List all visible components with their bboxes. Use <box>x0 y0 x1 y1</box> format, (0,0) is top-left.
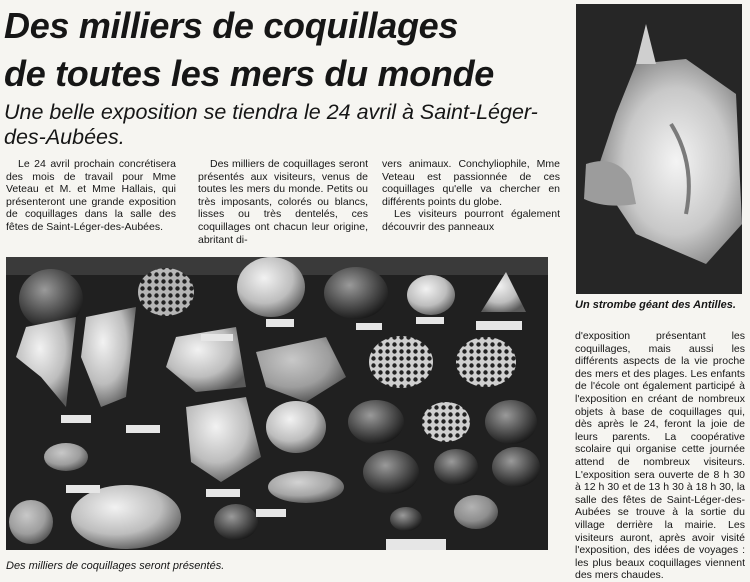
headline-line-1: Des milliers de coquillages <box>4 5 459 46</box>
shells-display-photo <box>6 257 548 550</box>
paragraph: Des milliers de coquillages seront présentés aux visiteurs, venus de toutes les mers du monde. Petits ou très imposants, colorés ou blancs, lisses ou très dentelés, ces coquillages ont chacun leur origine, abritant di- <box>198 158 368 246</box>
conch-photo-caption: Un strombe géant des Antilles. <box>575 299 736 311</box>
giant-conch-photo <box>576 4 742 294</box>
paragraph: Le 24 avril prochain concrétisera des mois de travail pour Mme Veteau et M. et Mme Hallais, qui présenteront une grande exposition de coquillages dans la salle des fêtes de Saint-Léger-des-Aubées. <box>6 158 176 233</box>
paragraph: vers animaux. Conchyliophile, Mme Veteau est passionnée de ces coquillages qu'elle va chercher en différents points du globe. <box>382 158 560 208</box>
text-column-4 <box>575 330 745 582</box>
shells-display-illustration <box>6 257 548 550</box>
article-subtitle: Une belle exposition se tiendra le 24 avril à Saint-Léger-des-Aubées. <box>4 100 538 149</box>
text-column-1 <box>6 158 176 234</box>
paragraph: d'exposition présentant les coquillages, mais aussi les différents aspects de la vie proche des mers et des plages. Les enfants de l'école ont également participé à l'exposition en créant de nombreux objets à base de coquillages qui, dès après le 24, feront la joie de leurs parents. La coopérative scolaire qui organise cette journée attend de nombreux visiteurs. L'exposition sera ouverte de 8 h 30 à 12 h 30 et de 13 h 30 à 18 h 30, la salle des fêtes de Saint-Léger-des-Aubées se trouve à la sortie du village derrière la mairie. Les visiteurs auront, après avoir visité l'exposition, des idées de voyages : les plus beaux coquillages viennent des mers chaudes. <box>575 330 745 582</box>
paragraph: Les visiteurs pourront également découvrir des panneaux <box>382 208 560 233</box>
text-column-2 <box>198 158 368 246</box>
giant-conch-illustration <box>576 4 742 294</box>
main-photo-caption: Des milliers de coquillages seront présentés. <box>6 560 225 572</box>
article-headline <box>4 2 564 98</box>
text-column-3 <box>382 158 560 234</box>
headline-line-2: de toutes les mers du monde <box>4 53 495 94</box>
